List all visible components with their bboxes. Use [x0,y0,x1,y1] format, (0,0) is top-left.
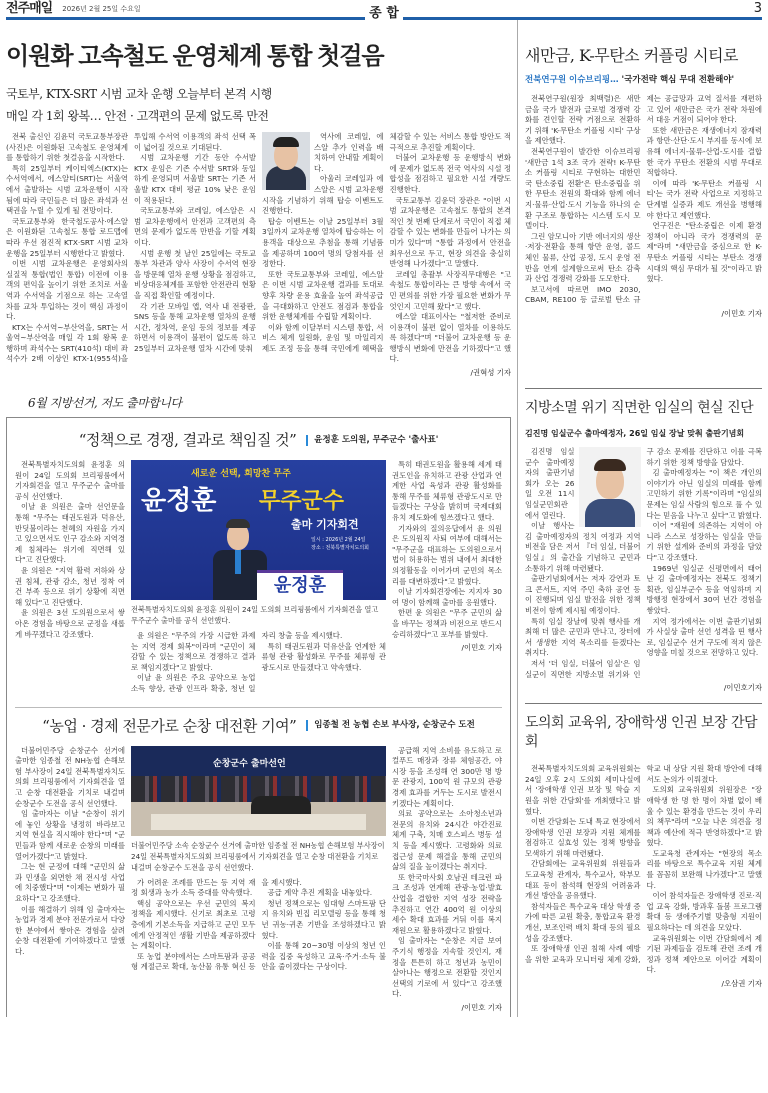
saemangeum-headline: 새만금, K-무탄소 커플링 시티로 [525,46,739,65]
banner-event: 출마 기자회견 [291,518,359,532]
body-paragraph: 이날 윤 의원은 출마 선언문을 통해 "무주는 태권도원과 덕유산, 반딧불이라는 천혜의 자원을 가지고 있으면서도 인구 감소와 지역경제 침체라는 위기에 직면해 있다"고 진단했다. [15,502,125,565]
banner-title: 무주군수 [259,489,345,515]
body-paragraph: 국토교통부와 한국철도공사·에스알은 이원화된 고속철도 통합 로드맵에 따라 우선 점진적 KTX·SRT 시범 교차운행을 25일부터 시행한다고 밝혔다. [6,216,128,258]
top-subhead-2: 매일 각 1회 왕복… 안전 · 고객편의 문제 없도록 만전 [6,109,269,123]
body-paragraph: 시범 교차운행 기간 동안 수서발 KTX 운임은 기존 수서발 SRT와 동일하게 운영되며 서울발 SRT는 기존 서울발 KTX 대비 평균 10% 낮은 운임이 적용된다. [134,153,256,205]
lim-article [15,746,502,1013]
banner-slogan: 새로운 선택, 희망찬 무주 [191,469,291,480]
body-paragraph: 임 출마자는 이날 "순창이 위기에 놓인 상황을 냉정히 바라보고 지역 현실을 직시해야 한다"며 "군민들과 함께 새로운 순창의 미래를 열어가겠다"고 밝혔다. [15,809,125,861]
body-paragraph: 전북특별자치도의회 윤정훈 의원이 24일 도의회 브리핑룸에서 기자회견을 열고 무주군수 출마를 공식 선언했다. [15,460,125,501]
body-paragraph: 그린 암모니아 기반 에너지의 생산·저장·전환을 통해 항만 운영, 콜드체인 물류, 산업 공정, 도시 운영 전반을 연계 설계함으로써 탄소 감축과 산업 경쟁력 강화를 도모한다. [525,231,641,284]
body-paragraph: 아울러 코레일과 에스알은 시범 교차운행 시작을 기념하기 위해 탑승 이벤트도 진행한다. [262,174,384,216]
body-paragraph: 또 농업 분야에서는 스마트팜과 공공형 계절근로 확대, 농산물 유통 혁신 등을 제시했다. [131,877,302,972]
body-paragraph: 또 장애학생 인권 침해 사례 예방을 위한 교육과 모니터링 체계 강화, 학교 내 상담 지원 확대 방안에 대해서도 논의가 이뤄졌다. [525,764,762,964]
body-paragraph: 이에 따라 'K-무탄소 커플링 시티'는 국가 전략 사업으로 지정하고 단계별 실증과 제도 개선을 병행해야 한다고 제언했다. [646,178,762,220]
lim-photo-caption: 더불어민주당 소속 순창군수 선거에 출마한 임종철 전 NH농협 손해보험 부사장이 24일 전북특별자치도의회 브리핑룸에서 기자회견을 열고 순창 대전환을 기치로 내걸며 순창군수 도전을 공식 선언했다. [131,840,385,872]
body-paragraph: 임 출마자는 "순창은 지금 보여주기식 행정을 지속할 것인지, 재정을 튼튼히 하고 청년과 농민이 살아나는 행정으로 전환할 것인지 선택의 기로에 서 있다"고 강조했다. [392,936,502,999]
body-paragraph: 시범 운행 첫 날인 25일에는 국토교통부 차관과 양사 사장이 수서역 현장을 방문해 열차 운행 상황을 점검하고, 비상대응체계를 포함한 안전관리 현황을 직접 확인할 예정이다. [134,248,256,300]
top-article-body-right [262,132,511,365]
lim-heading [15,716,502,736]
body-paragraph: 전북특별자치도의회 교육위원회는 24일 오후 2시 도의회 세미나실에서 '장애학생 인권 보장 및 학습 지원을 위한 간담회'를 개최했다고 밝혔다. [525,764,641,816]
banner-name: 윤정훈 [141,486,217,517]
minister-portrait-photo [262,132,310,190]
bottom-row [6,378,762,1017]
body-paragraph: 윤 의원은 "무주의 가장 시급한 과제는 지역 경제 회복"이라며 "군민이 체감할 수 있는 정책으로 경쟁하고 결과로 책임지겠다"고 밝혔다. [131,631,256,672]
body-paragraph: 교육위원회는 이번 간담회에서 제기된 과제들을 검토해 관련 조례 개정과 정책 제안으로 이어갈 계획이다. [646,933,762,975]
top-article-byline: /권혁성 기자 [470,368,511,378]
body-paragraph: 공급 계약 추진 계획을 내놓았다. [267,888,373,898]
section-divider [525,388,762,389]
body-paragraph: 그는 현 군정에 대해 "군민의 삶과 민생을 외면한 채 전시성 사업에 치중했다"며 "이제는 변화가 필요하다"고 강조했다. [15,862,125,903]
body-paragraph: 이어 참석자들은 장애학생 진로·직업 교육 강화, 방과후 돌봄 프로그램 확대 등 생애주기별 맞춤형 지원이 필요하다는 데 의견을 모았다. [646,891,762,933]
body-paragraph: 이를 해결하기 위해 임 출마자는 농업과 경제 분야 전문가로서 다양한 분야에서 쌓아온 경험을 살려 순창 대전환에 기여하겠다고 말했다. [15,904,125,956]
imsil-byline: /이민호기자 [723,683,762,693]
body-paragraph: 가 어려운 조례를 만드는 등 지역 재정 회생과 농가 소득 증대를 약속했다. [131,877,256,898]
podium-sign: 윤정훈 [257,570,343,600]
body-paragraph: 이와 함께 이달부터 시스템 통합, 서비스 체계 일원화, 운임 및 마일리지 제도 조정 등을 통해 국민에게 혜택을 체감할 수 있는 서비스 통합 방안도 적극적으로 추진할 계획이다. [262,132,511,353]
body-paragraph: 각 기관 모바일 앱, 역사 내 전광판, SNS 등을 통해 교차운행 열차의 운행 시간, 정차역, 운임 등의 정보를 제공하면서 이용객이 불편이 없도록 하고 25일부터 교차운행 열차 시간에 맞춰 [134,301,256,353]
body-paragraph: 국토교통부와 코레일, 에스알은 시범 교차운행에서 안전과 고객편의 측면의 문제가 없도록 만반을 기할 계획이다. [134,206,256,247]
right-column-bottom [517,378,762,1017]
body-paragraph: 저서 '더 임실, 더불어 임실'은 임실군이 직면한 지방소멸 위기와 인구 감소 문제를 진단하고 이를 극복하기 위한 정책 방향을 담았다. [525,447,762,679]
edu-headline: 도의회 교육위, 장애학생 인권 보장 간담회 [525,715,758,751]
lim-body-right [392,746,502,1000]
body-paragraph: 김진명 임실군수 출마예정자의 출판기념회가 오는 26일 오전 11시 임실군민회관에서 열린다. [525,447,575,520]
body-paragraph: 한편 윤 의원은 "무주 군민의 삶을 바꾸는 정책과 비전으로 반드시 승리하겠다"고 포부를 밝혔다. [392,608,502,639]
banner-info-place: 장소 : 전북특별자치도의회 [311,545,369,552]
body-paragraph: 특히 임실 장날에 맞춰 행사를 개최해 더 많은 군민과 만나고, 장터에서 생생한 지역 목소리를 듣겠다는 취지다. [525,616,641,658]
body-paragraph: 의료 공약으로는 소아청소년과 전문의 유치와 24시간 야간진료 체계 구축, 치매 호스피스 병동 설치 등을 제시했다. 고령화와 의료 접근성 문제 해결을 통해 군민의 삶의 질을 높이겠다는 취지다. [392,809,502,872]
body-paragraph: 역사에 코레일, 에스알 추가 인력을 배치하여 안내할 계획이다. [314,132,384,173]
lim-body-mid [131,878,386,973]
top-article-columns [6,132,511,378]
edu-byline: /오삼권 기자 [721,979,762,988]
body-paragraph: 이날 윤 의원은 주요 공약으로 농업 소득 향상, 관광 인프라 확충, 청년 일자리 창출 등을 제시했다. [131,631,343,694]
body-paragraph: 특히 태권도원과 덕유산을 연계한 체류형 관광 활성화로 무주를 체류형 관광도시로 만들겠다고 약속했다. [261,641,386,672]
body-paragraph: 특히 태권도원을 활용해 세계 태권도인을 유치하고 관광 산업과 연계한 사업 육성과 관광 활성화를 통해 무주를 체류형 관광도시로 만들겠다는 구상을 밝히며 국제대회 유치 제도화에 힘쓰겠다고 했다. [392,460,502,523]
saemangeum-article [517,20,762,378]
body-paragraph: 이번 시범 교차운행은 운영회사의 실질적 통합(법인 통합) 이전에 이용객의 편익을 높이기 위한 조치로 서울역과 수서역을 기점으로 하는 고속열차를 교차 투입하는 것이 핵심 과정이다. [6,259,128,322]
top-headline: 이원화 고속철도 운영체계 통합 첫걸음 [6,43,384,70]
imsil-body [525,447,762,680]
page-number: 3 [753,1,762,16]
body-paragraph: 참석자들은 특수교육 대상 학생 증가에 따른 교원 확충, 통합교육 환경 개선, 보조인력 배치 확대 등의 필요성을 강조했다. [525,901,641,943]
candidate-portrait-photo [579,447,641,527]
lim-byline: /이민호 기자 [461,1002,502,1012]
yoon-byline: /이민호 기자 [461,643,502,653]
body-paragraph: 윤 의원은 3선 도의원으로서 쌓아온 경험을 바탕으로 군정을 새롭게 바꾸겠다고 강조했다. [15,608,125,639]
body-paragraph: 윤 의원은 "지역 활력 저하와 상권 침체, 관광 감소, 청년 정착 여건 부족 등으로 위기 상황에 직면해 있다"고 진단했다. [15,566,125,607]
lim-right [392,746,502,1013]
yoon-photo-caption: 전북특별자치도의회 윤정훈 의원이 24일 도의회 브리핑룸에서 기자회견을 열고 무주군수 출마를 공식 선언했다. [131,605,379,626]
body-paragraph: 연구진은 "탄소중립은 이제 환경 정책이 아니라 국가 경쟁력의 문제"라며 "새만금을 중심으로 한 K-무탄소 커플링 시티는 부탄소 경쟁 시대의 핵심 무대가 될 것"이라고 밝혔다. [646,221,762,284]
body-paragraph: 국토교통부 김윤덕 장관은 "이번 시범 교차운행은 고속철도 통합의 본격적인 첫 번째 단계로서 국민이 직접 체감할 수 있는 변화를 만들어 나가는 의미가 있다"며 "통합 과정에서 안전을 최우선으로 두고, 현장 의견을 충실히 반영해 나가겠다"고 말했다. [389,195,511,269]
saemangeum-subhead [525,74,762,86]
body-paragraph: 지역 정가에서는 이번 출판기념회가 사실상 출마 선언 성격을 띤 행사로, 임실군수 선거 구도에 적지 않은 영향을 미칠 것으로 전망하고 있다. [646,616,762,658]
saemangeum-subhead-quote: '국가전략 핵심 무대 전환해야' [621,75,735,85]
newspaper-logo: 전주매일 [6,1,53,16]
body-paragraph: 청년 정책으로는 임대형 스마트팜 단지 유치와 빈집 리모델링 등을 통해 청년 귀농·귀촌 기반을 조성하겠다고 밝혔다. [261,898,386,940]
issue-date: 2026년 2월 25일 수요일 [62,5,141,13]
yoon-article [15,460,502,695]
body-paragraph: 이를 통해 20~30명 이상의 청년 인력을 집중 육성하고 교육·주거·소득 불안을 줄이겠다는 구상이다. [261,941,386,972]
imsil-headline: 지방소멸 위기 직면한 임실의 현실 진단 [525,400,754,417]
body-paragraph: 도교육청 관계자는 "현장의 목소리를 바탕으로 특수교육 지원 체계를 꼼꼼히 보완해 나가겠다"고 말했다. [646,848,762,890]
photo-banner: 순창군수 출마선언 [213,758,286,769]
election-series-label: 6월 지방선거, 저도 출마합니다 [28,396,182,411]
body-paragraph: 이날 행사는 김 출마예정자의 정치 여정과 지역 비전을 담은 저서 『더 임실, 더불어 임실』의 출간을 기념하고 군민과 소통하기 위해 마련됐다. [525,521,641,573]
top-row [6,20,762,378]
imsil-subhead: 김진명 임실군수 출마예정자, 26일 임실 장날 맞춰 출판기념회 [525,429,745,439]
top-article-right-block [262,132,511,378]
lim-press-conference-photo [131,746,386,836]
lim-middle [131,746,386,1013]
yoon-heading [15,430,502,450]
yoon-body-right [392,460,502,640]
top-article-body-left [6,132,256,378]
election-series-box [6,417,511,1017]
yoon-body-left [15,460,125,695]
body-paragraph: 도의회 교육위원회 위원장은 "장애학생 한 명 한 명이 차별 없이 배울 수 있는 환경을 만드는 것이 우리의 책무"라며 "오늘 나온 의견을 정책과 예산에 적극 반영하겠다"고 밝혔다. [646,785,762,848]
body-paragraph: 특히 25일부터 케이티엑스(KTX)는 수서역에서, 에스알티(SRT)는 서울역에서 출발하는 시범 교차운행이 시작됨에 따라 국민들은 더 많은 좌석과 선택권을 누릴 수 있게 될 전망이다. [6,163,128,216]
body-paragraph: 이날 기자회견장에는 지지자 30여 명이 함께해 출마를 응원했다. [392,587,502,607]
body-paragraph: 김 출마예정자는 "이 책은 개인의 이야기가 아닌 임실의 미래를 함께 고민하기 위한 기록"이라며 "임실의 문제는 임실 사람의 힘으로 풀 수 있다는 믿음을 나누고 싶다"고 밝혔다. [646,468,762,520]
banner-info-date: 일시 : 2026년 2월 24일 [311,537,366,544]
page-header [6,0,762,20]
section-divider [15,707,502,708]
body-paragraph: 더불어 교차운행 등 운행방식 변화에 문제가 없도록 전국 역사의 시설 정합성을 점검하고 필요한 시설 개량도 진행한다. [389,153,511,194]
body-paragraph: 에스알 대표이사는 "철저한 준비로 이용객이 불편 없이 열차를 이용하도록 하겠다"며 "더불어 교차운행 등 운행방식 변화에 만전을 기하겠다"고 했다. [389,312,511,364]
top-article [6,20,511,378]
body-paragraph: 코레일 총괄부 사장직무대행은 "고속철도 통합이라는 큰 방향 속에서 국민 편의를 위한 가장 필요한 변화가 무엇인지 고민해 왔다"고 했다. [389,269,511,311]
top-subhead-1: 국토부, KTX-SRT 시범 교차 운행 오늘부터 본격 시행 [6,87,272,101]
saemangeum-subhead-source: 전북연구원 이슈브리핑… [525,75,619,85]
body-paragraph: 또한 국토교통부와 코레일, 에스알은 이번 시범 교차운행 결과를 토대로 향후 차량 운용 효율을 높여 좌석공급을 극대화하고 안전도 점검과 통합을 위한 운행체계를 수립할 계획이다. [262,269,384,322]
body-paragraph: 공급해 지역 소비를 유도하고 로컬푸드 매장과 장류 체험공간, 야시장 등을 조성해 연 300만 명 방문 관광지, 100억 원 규모의 관광경제 효과를 거두는 도시로 발전시키겠다는 계획이다. [392,745,502,808]
lim-subhead: 임종철 전 농협 손보 부사장, 순창군수 도전 [306,720,475,731]
yoon-middle [131,460,386,695]
body-paragraph: KTX는 수서역~부산역을, SRT는 서울역~부산역을 매일 각 1회 왕복 운행하며 좌석수는 SRT(410석) 대비 좌석수가 2배 이상인 KTX-1(955석)을 투입해 수서역 이용객의 좌석 선택 폭이 넓어질 것으로 기대된다. [6,132,256,364]
body-paragraph: 이번 간담회는 도내 특교 현장에서 장애학생 인권 보장과 지원 체계를 점검하고 실효성 있는 정책 방향을 모색하기 위해 마련됐다. [525,817,641,858]
yoon-headline: “정책으로 경쟁, 결과로 책임질 것” [78,431,297,450]
saemangeum-body [525,94,762,306]
body-paragraph: 간담회에는 교육위원회 위원들과 도교육청 관계자, 특수교사, 학부모 대표 등이 참석해 현장의 어려움과 개선 방안을 공유했다. [525,859,641,901]
body-paragraph: 또한 새만금은 재생에너지 잠재력과 항만·산단·도시 부지를 동시에 보유해 에너지-물류-산업-도시를 결합한 국가 무탄소 전환의 시범 무대로 적합하다. [646,125,762,178]
section-divider [525,703,762,704]
body-paragraph: 또 한국마사회 호남권 테크런 파크 조성과 연계해 관광·농업·발효산업을 결합한 지역 성장 전략을 추진하고 연간 400억 원 이상의 세수 확대 효과를 거둬 이를 복지 재원으로 활용하겠다고 밝혔다. [392,872,502,935]
yoon-right [392,460,502,695]
yoon-body-mid [131,631,386,695]
body-paragraph: 더불어민주당 순창군수 선거에 출마한 임종철 전 NH농협 손해보험 부사장이 24일 전북특별자치도의회 브리핑룸에서 기자회견을 열고 순창 대전환을 기치로 내걸며 순창군수 도전을 공식 선언했다. [15,745,125,808]
lim-body-left [15,746,125,1013]
section-title: 종 합 [365,6,403,21]
body-paragraph: 탑승 이벤트는 이날 25일부터 3월 3일까지 교차운행 열차에 탑승하는 이용객을 대상으로 추첨을 통해 기념품을 제공하며 100여 명의 당첨자를 선정한다. [262,216,384,269]
body-paragraph: 전북연구원이 발간한 이슈브리핑 '새만금 1석 3조 국가 전략! K-무탄소 커플링 시티로 구현하는 대한민국 탄소중립 전환'은 탄소중립을 위한 무탄소 전원의 확대와 함께 에너지·물류·산업·도시 기능을 하나의 순환 구조로 통합하는 시스템 도시 모델이다. [525,146,641,231]
body-paragraph: 1969년 임실군 신평면에서 태어난 김 출마예정자는 전북도 정책기획관, 임실부군수 등을 역임하며 지방행정 현장에서 30여 년간 경험을 쌓았다. [646,563,762,615]
body-paragraph: 전북 출신인 김윤덕 국토교통부장관(사진)은 이원화된 고속철도 운영체계를 통합하기 위한 첫걸음을 시작한다. [6,132,128,163]
body-paragraph: 기자와의 질의응답에서 윤 의원은 도의원직 사퇴 여부에 대해서는 "무주군을 대표하는 도의원으로서 법이 허용하는 범위 내에서 최대한 의정활동을 이어가며 군민의 목소리를 대변하겠다"고 밝혔다. [392,523,502,586]
saemangeum-byline: /이민호 기자 [721,308,762,318]
body-paragraph: 이어 "재원에 의존하는 지역이 아니라 스스로 성장하는 임실을 만들기 위한 설계와 준비의 과정을 담았다"고 강조했다. [646,521,762,562]
body-paragraph: 전북연구원(원장 최백렬)은 새만금을 국가 발전과 글로벌 경쟁력 강화를 견인할 전략 거점으로 전환하기 위해 'K-무탄소 커플링 시티' 구상을 제안했다. [525,94,641,146]
election-series [6,378,511,1017]
yoon-subhead: 윤정훈 도의원, 무주군수 '출사표' [306,435,438,446]
edu-body [525,764,762,976]
lim-headline: “농업 · 경제 전문가로 순창 대전환 기여” [42,716,297,735]
body-paragraph: 출판기념회에서는 저자 강연과 토크 콘서트, 지역 주민 축하 공연 등이 진행되며 임실 발전을 위한 정책 비전이 함께 제시될 예정이다. [525,574,641,615]
body-paragraph: 보고서에 따르면 IMO 2030, CBAM, RE100 등 글로벌 탄소 규제는 공급망과 교역 질서를 재편하고 있어 새만금은 국가 전략 차원에서 대응 거점이 되어야 한다. [525,94,762,305]
yoon-press-conference-photo [131,460,386,600]
body-paragraph: 핵심 공약으로는 우선 군민의 복지 정책을 제시했다. 신기로 최초로 고령층에게 기본소득을 지급하고 군민 모두에게 안정적인 생활 기반을 제공하겠다는 계획이다. [131,898,256,951]
